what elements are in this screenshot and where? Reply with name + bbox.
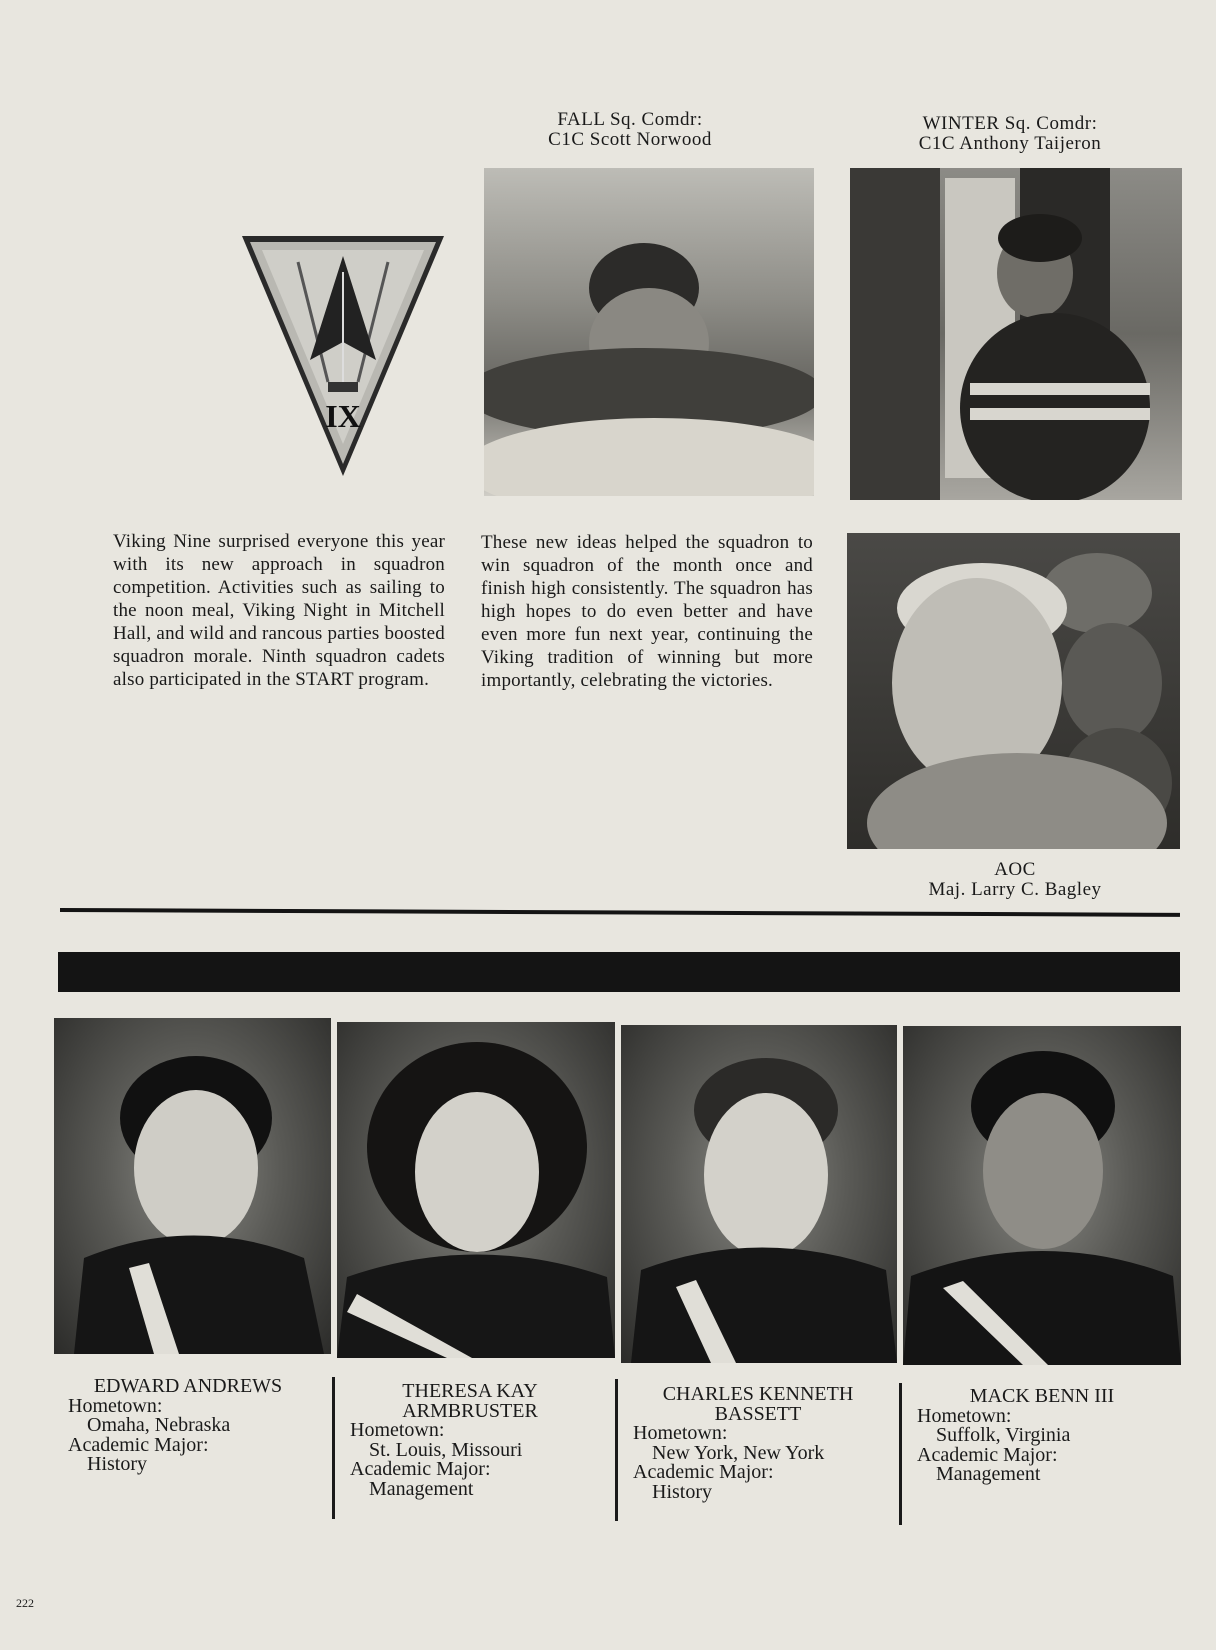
major-value: History (87, 1453, 147, 1475)
bio-mack-benn-iii (917, 1387, 1167, 1485)
portrait-theresa-kay-armbruster (337, 1022, 615, 1358)
portrait-mack-benn-iii (903, 1026, 1181, 1365)
bio-charles-kenneth-bassett (633, 1385, 883, 1502)
major-label: Academic Major: (917, 1443, 1058, 1466)
body-text-column-1: Viking Nine surprised everyone this year with its new approach in squadron competition. Activities such as sailing to the noon meal, Viking Night in Mitchell Hall, and wild and rancous parties boosted squadron morale. Ninth squadron cadets also participated in the START program. (113, 531, 445, 690)
cadet-name-line-2: ARMBRUSTER (402, 1399, 538, 1422)
aoc-name: Maj. Larry C. Bagley (928, 879, 1102, 900)
cadet-name-line-2: BASSETT (714, 1402, 802, 1425)
hometown-label: Hometown: (68, 1394, 163, 1417)
portrait-edward-andrews (54, 1018, 331, 1354)
page-number: 222 (16, 1596, 34, 1610)
hometown-value: New York, New York (652, 1441, 825, 1464)
major-label: Academic Major: (350, 1458, 491, 1480)
hometown-label: Hometown: (350, 1419, 445, 1441)
body-text-column-2: These new ideas helped the squadron to win squadron of the month once and finish high consistently. The squadron has high hopes to do even better and have even more fun next year, continuing the Viking tradition of winning but more importantly, celebrating the victories. (481, 532, 813, 691)
squadron-patch (238, 232, 448, 480)
bio-separator (332, 1377, 335, 1519)
major-value: Management (369, 1477, 474, 1500)
hometown-value: Omaha, Nebraska (87, 1414, 231, 1436)
winter-name: C1C Anthony Taijeron (918, 133, 1102, 154)
hometown-label: Hometown: (917, 1404, 1012, 1427)
winter-title: WINTER Sq. Comdr: (922, 113, 1098, 134)
major-value: History (652, 1480, 712, 1503)
portrait-charles-kenneth-bassett (621, 1025, 897, 1363)
divider-rule (60, 908, 1180, 917)
bio-separator (899, 1383, 902, 1525)
fall-commander-caption (530, 110, 730, 150)
patch-numeral: IX (325, 398, 361, 434)
winter-commander-caption (880, 114, 1140, 154)
hometown-label: Hometown: (633, 1422, 728, 1444)
aoc-photo (847, 533, 1180, 849)
cadet-name: MACK BENN III (969, 1385, 1115, 1407)
major-label: Academic Major: (68, 1433, 209, 1456)
cadet-name: CHARLES KENNETH (662, 1383, 854, 1405)
cadet-name: EDWARD ANDREWS (93, 1375, 283, 1397)
bio-edward-andrews (68, 1377, 308, 1475)
major-label: Academic Major: (633, 1461, 774, 1483)
fall-commander-photo (484, 168, 814, 496)
aoc-title: AOC (994, 859, 1036, 880)
cadet-name: THERESA KAY (402, 1380, 538, 1402)
bio-separator (615, 1379, 618, 1521)
black-banner (58, 952, 1180, 992)
fall-name: C1C Scott Norwood (548, 129, 712, 150)
aoc-caption (900, 860, 1130, 900)
bio-theresa-kay-armbruster (350, 1382, 590, 1499)
hometown-value: Suffolk, Virginia (936, 1424, 1071, 1446)
hometown-value: St. Louis, Missouri (369, 1438, 523, 1461)
major-value: Management (936, 1463, 1041, 1485)
winter-commander-photo (850, 168, 1182, 500)
fall-title: FALL Sq. Comdr: (557, 109, 703, 130)
